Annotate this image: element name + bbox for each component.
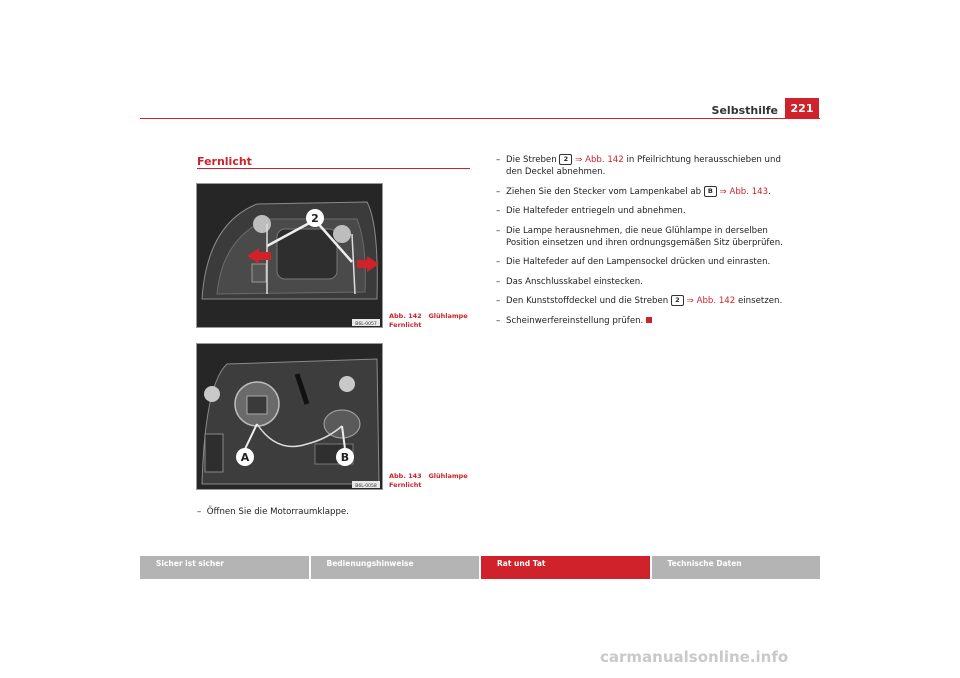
step-text: Die Haltefeder auf den Lampensockel drücken und einrasten. — [506, 257, 771, 267]
callout-badge: 2 — [559, 154, 572, 165]
step-text: Öffnen Sie die Motorraumklappe. — [206, 507, 349, 517]
figure-code: B6L-0057 — [355, 322, 377, 327]
step-text: Die Lampe herausnehmen, die neue Glühlampe in derselben Position einsetzen und ihren ordnungsgemäßen Sitz überprüfen. — [506, 225, 783, 248]
step-dash: – — [496, 155, 501, 165]
step-text: einsetzen. — [735, 296, 783, 306]
step-dash: – — [496, 315, 501, 326]
step-item — [496, 205, 796, 217]
page-number: 221 — [785, 98, 819, 118]
step-text: Scheinwerfereinstellung prüfen. — [506, 315, 644, 326]
running-header-title: Selbsthilfe — [711, 104, 778, 117]
caption-number: Abb. 142 — [389, 312, 422, 320]
caption-subtitle: Fernlicht — [389, 320, 422, 329]
step-text: Den Kunststoffdeckel und die Streben — [506, 296, 671, 306]
caption-abb-142 — [389, 312, 468, 329]
section-rule — [197, 168, 470, 169]
tab-rat-und-tat[interactable]: Rat und Tat — [481, 556, 650, 579]
step-text: Die Haltefeder entriegeln und abnehmen. — [506, 206, 686, 216]
step-item — [496, 256, 796, 268]
header-rule — [140, 118, 820, 119]
step-dash: – — [496, 296, 501, 306]
end-of-section-icon — [646, 317, 652, 323]
callout-badge: 2 — [671, 295, 684, 306]
step-text: Ziehen Sie den Stecker vom Lampenkabel ab — [506, 186, 704, 197]
callout-label: B — [340, 451, 350, 464]
step-dash: – — [496, 257, 501, 267]
section-title: Fernlicht — [197, 155, 252, 168]
figure-reference-link[interactable]: ⇒ Abb. 143 — [719, 186, 769, 197]
step-dash: – — [496, 276, 501, 287]
headlight-cover-illustration — [197, 184, 382, 327]
step-text: Das Anschlusskabel einstecken. — [506, 276, 643, 287]
callout-label: A — [240, 451, 250, 464]
caption-subtitle: Fernlicht — [389, 480, 422, 489]
instruction-list — [496, 154, 796, 334]
caption-number: Abb. 143 — [389, 472, 422, 480]
step-item — [496, 225, 796, 249]
step-item — [496, 315, 796, 327]
caption-title: Glühlampe — [428, 312, 468, 320]
figure-abb-143 — [196, 343, 383, 490]
watermark-text: carmanualsonline.info — [600, 648, 789, 666]
step-text: in Pfeilrichtung herausschieben und den Deckel abnehmen. — [506, 155, 781, 177]
step-dash: – — [496, 206, 501, 216]
step-dash: – — [197, 507, 202, 517]
step-item — [496, 186, 796, 198]
figure-reference-link[interactable]: ⇒ Abb. 142 — [686, 296, 736, 306]
step-dash: – — [496, 225, 501, 236]
tab-technische-daten[interactable]: Technische Daten — [652, 556, 821, 579]
callout-label: 2 — [311, 212, 319, 225]
figure-code: B6L-0058 — [355, 484, 377, 489]
tab-sicher-ist-sicher[interactable]: Sicher ist sicher — [140, 556, 309, 579]
step-open-hood — [197, 507, 349, 517]
step-item — [496, 154, 796, 178]
step-text: Die Streben — [506, 155, 560, 165]
lamp-socket-illustration — [197, 344, 382, 489]
step-item — [496, 276, 796, 288]
callout-badge: B — [704, 186, 717, 197]
figure-reference-link[interactable]: ⇒ Abb. 142 — [575, 155, 624, 165]
caption-title: Glühlampe — [428, 472, 468, 480]
step-item — [496, 295, 796, 307]
footer-chapter-tabs — [140, 556, 820, 579]
tab-bedienungshinweise[interactable]: Bedienungshinweise — [311, 556, 480, 579]
step-text: . — [768, 186, 771, 197]
caption-abb-143 — [389, 472, 468, 489]
step-dash: – — [496, 186, 501, 197]
figure-abb-142 — [196, 183, 383, 328]
